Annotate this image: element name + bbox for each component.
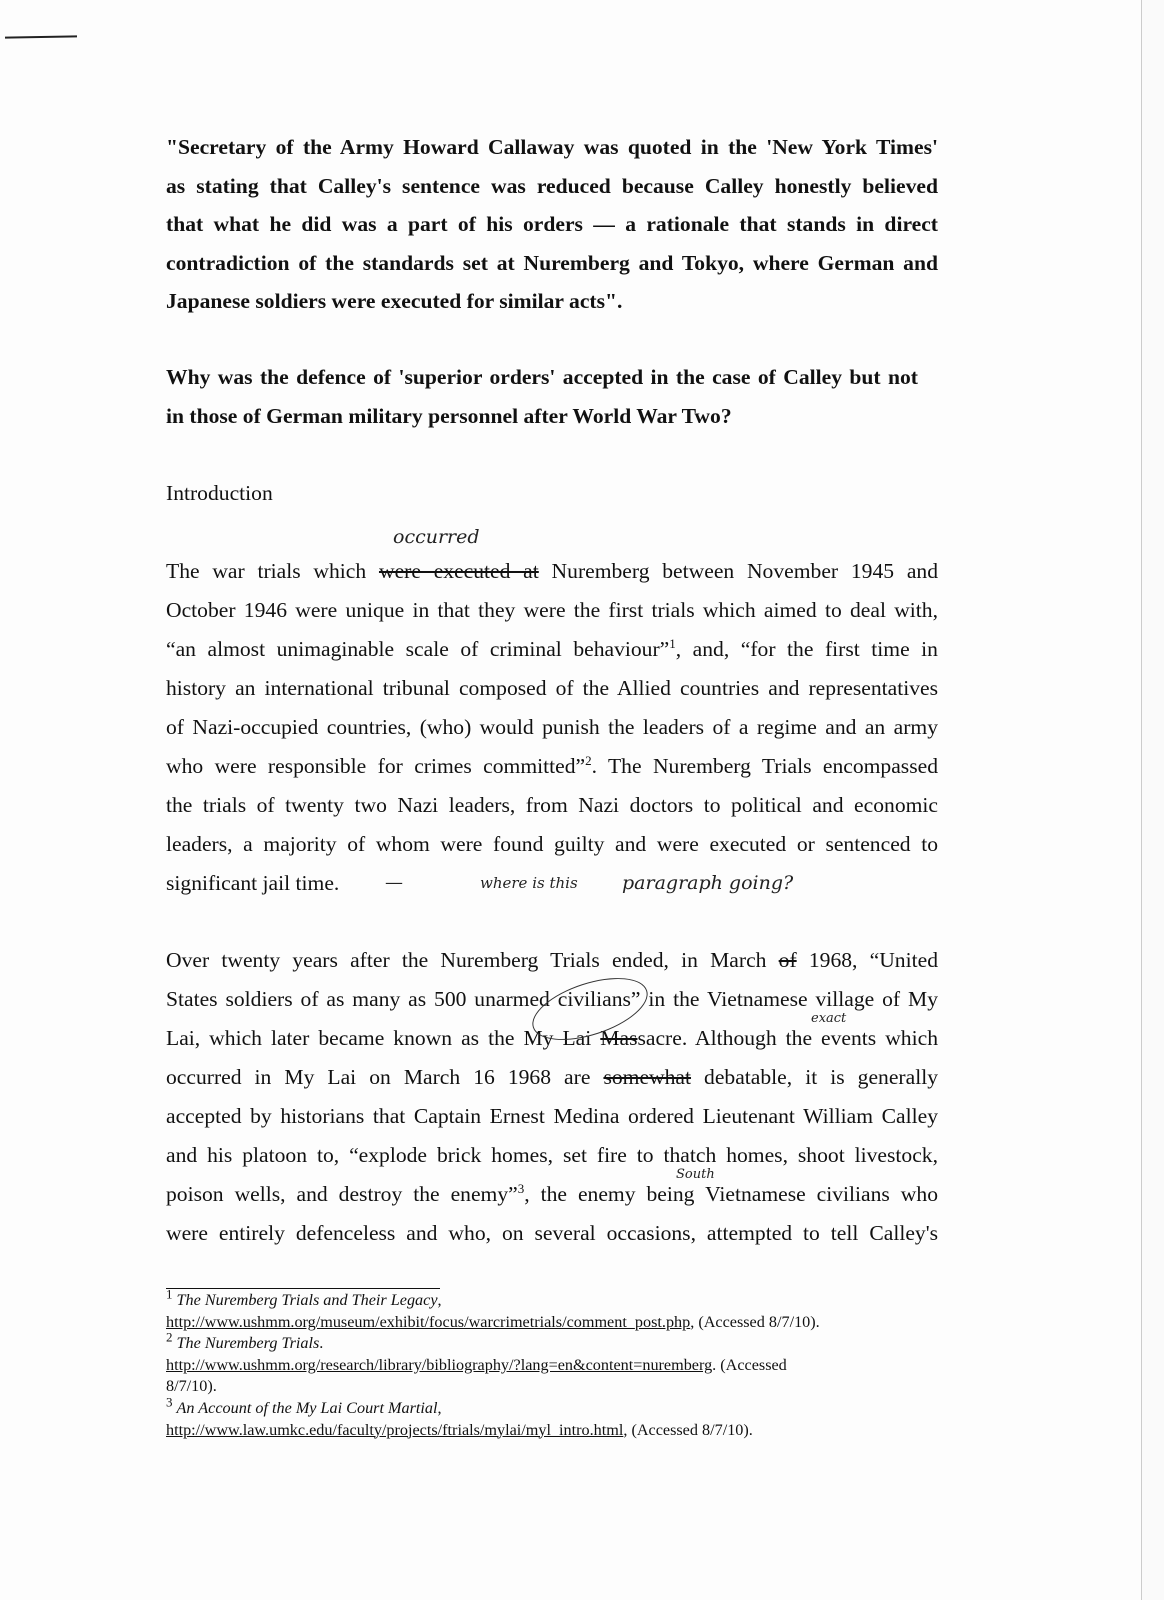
- text-run: , the enemy being Vietnamese civilians who: [524, 1182, 938, 1206]
- paragraph-line: [166, 669, 938, 708]
- footnote-link[interactable]: http://www.ushmm.org/museum/exhibit/focus/warcrimetrials/comment_post.php: [166, 1312, 691, 1331]
- paragraph-2: [166, 941, 938, 1253]
- paragraph-1: [166, 552, 938, 903]
- handwritten-comment-2: paragraph going?: [622, 872, 794, 894]
- footnote-link[interactable]: http://www.law.umkc.edu/faculty/projects/ftrials/mylai/myl_intro.html: [166, 1420, 624, 1439]
- paragraph-line: [166, 1136, 938, 1175]
- handwritten-exact: exact: [811, 1011, 847, 1026]
- paragraph-line: [166, 747, 938, 786]
- footnote-accessed: . (Accessed: [712, 1355, 787, 1374]
- paragraph-line: [166, 825, 938, 864]
- footnote-2-source: [166, 1355, 956, 1377]
- footnote-reference: 3: [517, 1180, 525, 1196]
- text-run: occurred in My Lai on March 16 1968 are: [166, 1065, 604, 1089]
- text-run: poison wells, and destroy the enemy”: [166, 1182, 518, 1206]
- question-line: Why was the defence of 'superior orders' accepted in the case of Calley but not: [166, 365, 918, 389]
- footnote-reference: 1: [669, 635, 676, 651]
- struck-text: somewhat: [603, 1065, 692, 1089]
- text-run: who were responsible for crimes committed”: [166, 754, 586, 778]
- text-run: Over twenty years after the Nuremberg Trials ended, in March: [166, 948, 779, 972]
- page-edge: [1141, 0, 1164, 1600]
- paragraph-line: [166, 708, 938, 747]
- text-run: Nuremberg between November 1945 and: [538, 559, 938, 583]
- punct: ,: [437, 1291, 442, 1309]
- quote-block: [166, 128, 938, 321]
- text-run: “an almost unimaginable scale of criminal behaviour”: [166, 637, 670, 661]
- handwritten-south: South: [676, 1167, 715, 1182]
- paragraph-line: [166, 1214, 938, 1253]
- paragraph-line: [166, 786, 938, 825]
- handwritten-dash: —: [385, 872, 403, 893]
- footnote-number: 2: [166, 1329, 173, 1345]
- text-run: of Nazi-occupied countries, (who) would punish the leaders of a regime and an army: [166, 715, 938, 739]
- struck-text: Mas: [600, 1026, 638, 1050]
- footnote-title: An Account of the My Lai Court Martial: [176, 1398, 438, 1417]
- paragraph-line: [166, 1097, 938, 1136]
- footnote-number: 1: [166, 1286, 173, 1302]
- quote-line: that what he did was a part of his orders — a rationale that stands in direct: [166, 212, 938, 236]
- footnote-accessed: , (Accessed 8/7/10).: [690, 1312, 820, 1331]
- text-run: debatable, it is generally: [691, 1065, 938, 1089]
- text-run: history an international tribunal composed of the Allied countries and representatives: [166, 676, 938, 700]
- text-run: , and, “for the first time in: [675, 637, 938, 661]
- text-run: The war trials which: [166, 559, 379, 583]
- struck-text: of: [778, 948, 797, 972]
- scan-mark: [5, 35, 77, 38]
- text-run: October 1946 were unique in that they were the first trials which aimed to deal with,: [166, 598, 938, 622]
- text-run: . The Nuremberg Trials encompassed: [591, 754, 938, 778]
- quote-line: as stating that Calley's sentence was reduced because Calley honestly believed: [166, 173, 938, 198]
- paragraph-line: [166, 591, 938, 630]
- text-run: Lai, which later became known as the My Lai: [166, 1026, 601, 1050]
- section-heading: [166, 474, 956, 513]
- punct: .: [319, 1334, 324, 1353]
- paragraph-line: [166, 1058, 938, 1097]
- footnote-reference: 2: [585, 752, 592, 768]
- essay-question: [166, 358, 918, 435]
- text-run: and his platoon to, “explode brick homes, set fire to thatch homes, shoot livestock,: [166, 1143, 938, 1167]
- section-heading-text: Introduction: [166, 481, 273, 505]
- text-run: were entirely defenceless and who, on several occasions, attempted to tell Calley's: [166, 1221, 938, 1245]
- quote-line: "Secretary of the Army Howard Callaway was quoted in the 'New York Times': [166, 135, 938, 159]
- paragraph-line: [166, 552, 938, 591]
- text-run: 1968, “United: [796, 948, 938, 972]
- footnote-accessed: , (Accessed 8/7/10).: [623, 1420, 753, 1439]
- footnote-1-title: [166, 1286, 956, 1312]
- handwritten-occurred: occurred: [393, 526, 480, 548]
- footnotes: [166, 1286, 956, 1441]
- footnote-2-title: [166, 1329, 956, 1355]
- footnote-number: 3: [166, 1394, 173, 1410]
- quote-line: contradiction of the standards set at Nuremberg and Tokyo, where German and: [166, 250, 938, 275]
- question-line: in those of German military personnel after World War Two?: [166, 403, 732, 428]
- footnote-title: The Nuremberg Trials: [176, 1334, 320, 1353]
- footnote-rule: [166, 1288, 440, 1289]
- text-run: significant jail time.: [166, 871, 340, 895]
- footnote-title: The Nuremberg Trials and Their Legacy: [176, 1291, 438, 1309]
- footnote-3-title: [166, 1394, 956, 1420]
- punct: ,: [437, 1398, 442, 1417]
- paragraph-line: [166, 630, 938, 669]
- text-run: States soldiers of as many as 500 unarmed civilians” in the Vietnamese village of My: [166, 987, 938, 1011]
- text-run: accepted by historians that Captain Ernest Medina ordered Lieutenant William Calley: [166, 1104, 938, 1128]
- footnote-1-source: [166, 1312, 956, 1334]
- quote-line: Japanese soldiers were executed for similar acts".: [166, 289, 623, 313]
- text-run: sacre. Although the events which: [637, 1026, 938, 1050]
- footnote-2-source-cont: 8/7/10).: [166, 1377, 217, 1396]
- paragraph-line: [166, 1175, 938, 1214]
- text-run: the trials of twenty two Nazi leaders, from Nazi doctors to political and economic: [166, 793, 938, 817]
- footnote-link[interactable]: http://www.ushmm.org/research/library/bibliography/?lang=en&content=nuremberg: [166, 1355, 713, 1374]
- handwritten-comment: where is this: [480, 874, 578, 892]
- footnote-3-source: [166, 1420, 956, 1442]
- struck-text: were executed at: [378, 559, 539, 583]
- text-run: leaders, a majority of whom were found guilty and were executed or sentenced to: [166, 832, 938, 856]
- paragraph-line: [166, 941, 938, 980]
